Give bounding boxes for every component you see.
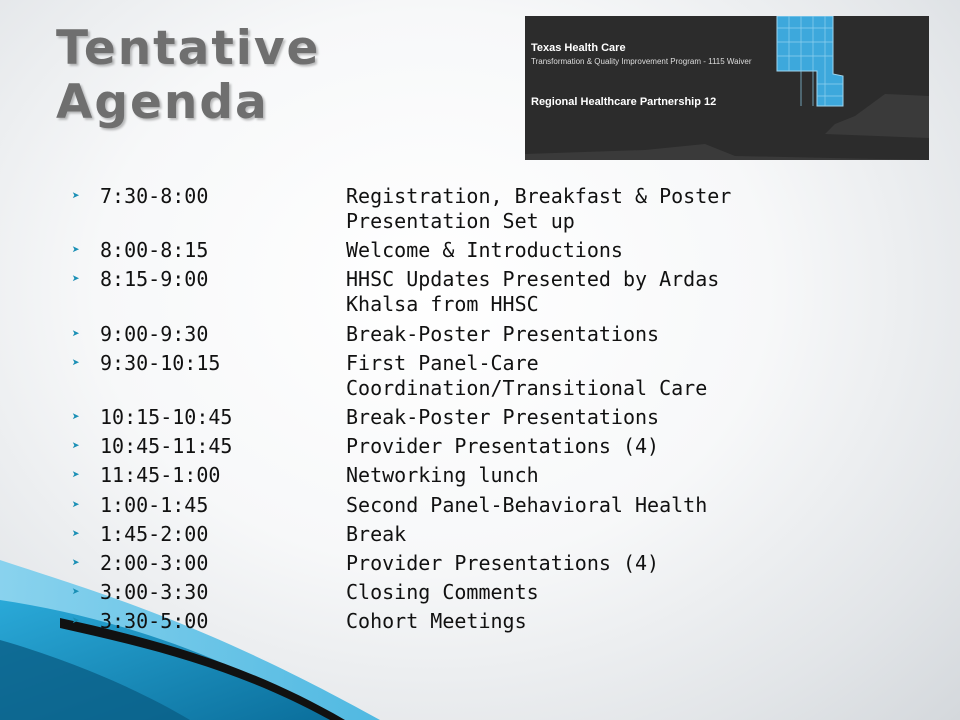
agenda-desc: First Panel-Care Coordination/Transitional Care: [346, 350, 708, 400]
arrow-bullet-icon: ➤: [72, 585, 80, 601]
agenda-desc: Welcome & Introductions: [346, 238, 623, 263]
arrow-bullet-icon: ➤: [72, 272, 80, 288]
agenda-item: [72, 322, 932, 347]
arrow-bullet-icon: ➤: [72, 355, 80, 371]
agenda-item: [72, 267, 932, 317]
logo-line-2: Transformation & Quality Improvement Program - 1115 Waiver: [531, 57, 752, 66]
agenda-item: [72, 580, 932, 605]
arrow-bullet-icon: ➤: [72, 326, 80, 342]
agenda-time: 1:00-1:45: [100, 492, 209, 517]
agenda-time: 8:00-8:15: [100, 238, 209, 263]
agenda-time: 3:00-3:30: [100, 580, 209, 605]
arrow-bullet-icon: ➤: [72, 468, 80, 484]
agenda-desc: HHSC Updates Presented by Ardas Khalsa from HHSC: [346, 267, 720, 317]
agenda-item: [72, 551, 932, 576]
agenda-item: [72, 493, 932, 518]
agenda-desc: Second Panel-Behavioral Health: [346, 492, 708, 517]
agenda-time: 3:30-5:00: [100, 609, 209, 634]
agenda-time: 8:15-9:00: [100, 267, 209, 292]
agenda-desc: Provider Presentations (4): [346, 434, 660, 459]
agenda-item: [72, 351, 932, 401]
arrow-bullet-icon: ➤: [72, 555, 80, 571]
slide-title: Tentative Agenda: [56, 21, 321, 130]
agenda-desc: Cohort Meetings: [346, 609, 527, 634]
agenda-time: 7:30-8:00: [100, 184, 209, 208]
agenda-item: [72, 434, 932, 459]
agenda-time: 2:00-3:00: [100, 550, 209, 575]
agenda-time: 10:15-10:45: [100, 404, 233, 429]
arrow-bullet-icon: ➤: [72, 409, 80, 425]
logo-line-3: Regional Healthcare Partnership 12: [531, 96, 717, 108]
agenda-item: [72, 522, 932, 547]
arrow-bullet-icon: ➤: [72, 243, 80, 259]
agenda-desc: Provider Presentations (4): [346, 550, 660, 575]
agenda-item: [72, 405, 932, 430]
agenda-time: 10:45-11:45: [100, 434, 233, 459]
arrow-bullet-icon: ➤: [72, 526, 80, 542]
arrow-bullet-icon: ➤: [72, 189, 80, 204]
agenda-list: [72, 184, 932, 638]
agenda-item: [72, 609, 932, 634]
arrow-bullet-icon: ➤: [72, 439, 80, 455]
agenda-desc: Networking lunch: [346, 463, 539, 488]
agenda-time: 1:45-2:00: [100, 521, 209, 546]
agenda-desc: Break-Poster Presentations: [346, 321, 660, 346]
agenda-time: 11:45-1:00: [100, 463, 221, 488]
agenda-time: 9:30-10:15: [100, 350, 221, 375]
agenda-item: [72, 184, 932, 234]
agenda-desc: Closing Comments: [346, 580, 539, 605]
agenda-desc: Break-Poster Presentations: [346, 404, 660, 429]
agenda-time: 9:00-9:30: [100, 321, 209, 346]
agenda-desc: Registration, Breakfast & Poster Presentation Set up: [346, 184, 732, 233]
agenda-item: [72, 238, 932, 263]
logo-line-1: Texas Health Care: [531, 42, 626, 54]
agenda-item: [72, 463, 932, 488]
rhp12-logo: [525, 16, 929, 160]
arrow-bullet-icon: ➤: [72, 614, 80, 630]
texas-map-icon: [525, 16, 929, 160]
agenda-desc: Break: [346, 521, 407, 546]
arrow-bullet-icon: ➤: [72, 497, 80, 513]
